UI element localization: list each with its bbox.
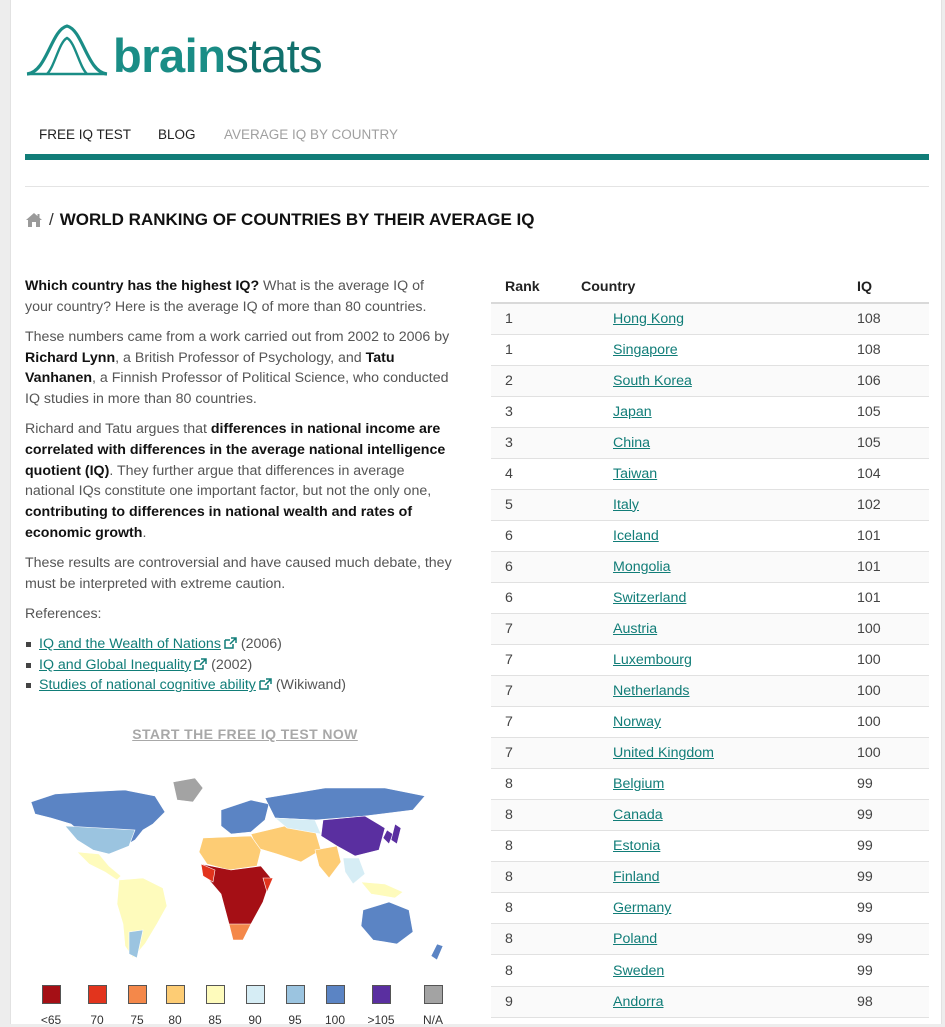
map-legend: [25, 985, 465, 1027]
external-link-icon: [259, 678, 272, 690]
legend-swatch: [128, 985, 147, 1004]
country-link[interactable]: Andorra: [613, 993, 664, 1010]
iq-cell: 100: [857, 613, 929, 644]
country-cell: [581, 520, 857, 551]
table-row: [491, 365, 929, 396]
iq-cell: 106: [857, 365, 929, 396]
table-row: [491, 862, 929, 893]
intro-paragraph-1: Which country has the highest IQ? What is the average IQ of your country? Here is the average IQ of more than 80 countries.: [25, 278, 427, 315]
table-row: [491, 769, 929, 800]
iq-cell: 99: [857, 924, 929, 955]
country-link[interactable]: Taiwan: [613, 465, 658, 482]
iq-cell: 99: [857, 955, 929, 986]
country-cell: [581, 862, 857, 893]
country-link[interactable]: Hong Kong: [613, 310, 684, 327]
iq-cell: 99: [857, 769, 929, 800]
brand-name: brainstats: [113, 29, 323, 82]
country-cell: [581, 676, 857, 707]
country-link[interactable]: Austria: [613, 620, 658, 637]
table-row: [491, 707, 929, 738]
intro-paragraph-3: Richard and Tatu argues that differences in national income are correlated with differences in the average national intelligence quotient (IQ). They further argue that differences in average national IQs constitute one important factor, but not the only one, contributing to differences in national wealth and rates of economic growth.: [25, 421, 446, 541]
rank-cell: 8: [491, 769, 581, 800]
country-cell: [581, 489, 857, 520]
country-link[interactable]: Japan: [613, 403, 652, 420]
country-link[interactable]: Belgium: [613, 776, 665, 793]
legend-swatch: [88, 985, 107, 1004]
header-divider: [25, 186, 929, 187]
table-row: [491, 582, 929, 613]
breadcrumb: [25, 208, 535, 232]
country-cell: [581, 458, 857, 489]
iq-cell: 101: [857, 551, 929, 582]
rank-cell: 7: [491, 738, 581, 769]
table-row: [491, 800, 929, 831]
legend-swatch: [246, 985, 265, 1004]
iq-cell: 100: [857, 645, 929, 676]
country-cell: [581, 924, 857, 955]
references-label: References:: [25, 605, 102, 622]
page: [10, 0, 942, 1027]
country-cell: [581, 831, 857, 862]
table-row: [491, 396, 929, 427]
rank-cell: 7: [491, 613, 581, 644]
rank-cell: 6: [491, 520, 581, 551]
rank-cell: 8: [491, 831, 581, 862]
legend-label: >105: [367, 1013, 395, 1027]
legend-swatch: [326, 985, 345, 1004]
rank-cell: 2: [491, 365, 581, 396]
country-link[interactable]: Netherlands: [613, 683, 690, 700]
country-link[interactable]: Norway: [613, 714, 662, 731]
intro-paragraph-4: These results are controversial and have caused much debate, they must be interpreted with extreme caution.: [25, 554, 452, 592]
table-header-row: [491, 272, 929, 303]
rank-cell: 7: [491, 645, 581, 676]
iq-cell: 105: [857, 427, 929, 458]
legend-swatch: [42, 985, 61, 1004]
table-row: [491, 427, 929, 458]
rank-cell: 8: [491, 893, 581, 924]
iq-cell: 98: [857, 986, 929, 1017]
country-cell: [581, 645, 857, 676]
references-list: [25, 634, 455, 696]
country-cell: [581, 582, 857, 613]
country-link[interactable]: Finland: [613, 869, 660, 886]
bell-curve-logo-icon: [25, 22, 109, 78]
table-row: [491, 645, 929, 676]
breadcrumb-separator: /: [49, 210, 54, 229]
country-cell: [581, 551, 857, 582]
rank-cell: 3: [491, 396, 581, 427]
rank-cell: 7: [491, 676, 581, 707]
rank-cell: 6: [491, 582, 581, 613]
iq-cell: 99: [857, 893, 929, 924]
list-item: IQ and Global Inequality (2002): [25, 655, 455, 676]
country-link[interactable]: Iceland: [613, 527, 659, 544]
page-title: WORLD RANKING OF COUNTRIES BY THEIR AVERAGE IQ: [59, 210, 535, 229]
table-row: [491, 924, 929, 955]
rank-cell: 7: [491, 707, 581, 738]
table-row: [491, 303, 929, 334]
list-item: Studies of national cognitive ability (Wikiwand): [25, 675, 455, 696]
country-cell: [581, 769, 857, 800]
country-cell: [581, 334, 857, 365]
rank-cell: 9: [491, 986, 581, 1017]
column-header-country[interactable]: Country: [581, 272, 857, 303]
nav-free-iq-test[interactable]: FREE IQ TEST: [39, 127, 132, 142]
country-cell: [581, 613, 857, 644]
world-iq-map: [25, 774, 465, 974]
country-link[interactable]: South Korea: [613, 372, 692, 389]
country-cell: [581, 303, 857, 334]
country-link[interactable]: Luxembourg: [613, 652, 692, 669]
iq-cell: 104: [857, 458, 929, 489]
iq-ranking-table: [491, 272, 929, 1018]
intro-text: [25, 276, 455, 696]
country-cell: [581, 365, 857, 396]
legend-label: 75: [130, 1013, 144, 1027]
iq-cell: 100: [857, 676, 929, 707]
iq-cell: 99: [857, 800, 929, 831]
legend-label: 80: [168, 1013, 182, 1027]
table-row: [491, 955, 929, 986]
table-row: [491, 676, 929, 707]
rank-cell: 5: [491, 489, 581, 520]
table-row: [491, 986, 929, 1017]
iq-cell: 102: [857, 489, 929, 520]
country-cell: [581, 707, 857, 738]
table-row: [491, 738, 929, 769]
country-link[interactable]: China: [613, 434, 651, 451]
legend-label: 70: [90, 1013, 104, 1027]
iq-cell: 101: [857, 582, 929, 613]
country-link[interactable]: Singapore: [613, 341, 678, 358]
country-link[interactable]: Sweden: [613, 962, 665, 979]
country-cell: [581, 986, 857, 1017]
list-item: IQ and the Wealth of Nations (2006): [25, 634, 455, 655]
country-cell: [581, 396, 857, 427]
table-row: [491, 893, 929, 924]
rank-cell: 1: [491, 303, 581, 334]
legend-swatch: [424, 985, 443, 1004]
home-icon[interactable]: [25, 212, 43, 228]
country-link[interactable]: Italy: [613, 496, 640, 513]
country-link[interactable]: Estonia: [613, 838, 661, 855]
intro-paragraph-2: These numbers came from a work carried out from 2002 to 2006 by Richard Lynn, a British Professor of Psychology, and Tatu Vanhanen, a Finnish Professor of Political Science, who conducted IQ studies in more than 80 countries.: [25, 328, 450, 408]
column-header-rank[interactable]: Rank: [491, 272, 581, 303]
table-row: [491, 613, 929, 644]
rank-cell: 8: [491, 955, 581, 986]
country-link[interactable]: Mongolia: [613, 558, 671, 575]
legend-label: 95: [288, 1013, 302, 1027]
iq-cell: 99: [857, 862, 929, 893]
table-row: [491, 489, 929, 520]
legend-label: 100: [324, 1013, 346, 1027]
rank-cell: 8: [491, 924, 581, 955]
reference-link[interactable]: IQ and Global Inequality: [39, 657, 207, 673]
iq-cell: 99: [857, 831, 929, 862]
main-nav: [25, 120, 929, 160]
country-link[interactable]: Poland: [613, 931, 658, 948]
table-row: [491, 458, 929, 489]
country-cell: [581, 955, 857, 986]
iq-cell: 105: [857, 396, 929, 427]
nav-blog[interactable]: BLOG: [158, 127, 196, 142]
rank-cell: 3: [491, 427, 581, 458]
external-link-icon: [194, 658, 207, 670]
country-cell: [581, 800, 857, 831]
legend-swatch: [372, 985, 391, 1004]
reference-link[interactable]: Studies of national cognitive ability: [39, 677, 272, 693]
start-iq-test-link[interactable]: START THE FREE IQ TEST NOW: [132, 726, 358, 742]
reference-link[interactable]: IQ and the Wealth of Nations: [39, 636, 237, 652]
country-link[interactable]: United Kingdom: [613, 745, 714, 762]
rank-cell: 1: [491, 334, 581, 365]
legend-label: N/A: [422, 1013, 443, 1027]
nav-average-iq-by-country[interactable]: AVERAGE IQ BY COUNTRY: [224, 127, 399, 142]
iq-cell: 100: [857, 738, 929, 769]
site-logo[interactable]: [25, 22, 325, 82]
table-row: [491, 334, 929, 365]
country-cell: [581, 893, 857, 924]
rank-cell: 8: [491, 862, 581, 893]
rank-cell: 8: [491, 800, 581, 831]
legend-label: <65: [40, 1013, 62, 1027]
rank-cell: 6: [491, 551, 581, 582]
country-cell: [581, 427, 857, 458]
iq-cell: 108: [857, 334, 929, 365]
rank-cell: 4: [491, 458, 581, 489]
external-link-icon: [224, 637, 237, 649]
iq-cell: 108: [857, 303, 929, 334]
table-row: [491, 520, 929, 551]
country-link[interactable]: Canada: [613, 807, 663, 824]
legend-swatch: [206, 985, 225, 1004]
legend-label: 85: [208, 1013, 222, 1027]
column-header-iq[interactable]: IQ: [857, 272, 929, 303]
table-row: [491, 551, 929, 582]
country-link[interactable]: Germany: [613, 900, 672, 917]
table-row: [491, 831, 929, 862]
iq-cell: 100: [857, 707, 929, 738]
country-link[interactable]: Switzerland: [613, 589, 687, 606]
legend-label: 90: [248, 1013, 262, 1027]
legend-swatch: [286, 985, 305, 1004]
iq-cell: 101: [857, 520, 929, 551]
legend-swatch: [166, 985, 185, 1004]
country-cell: [581, 738, 857, 769]
